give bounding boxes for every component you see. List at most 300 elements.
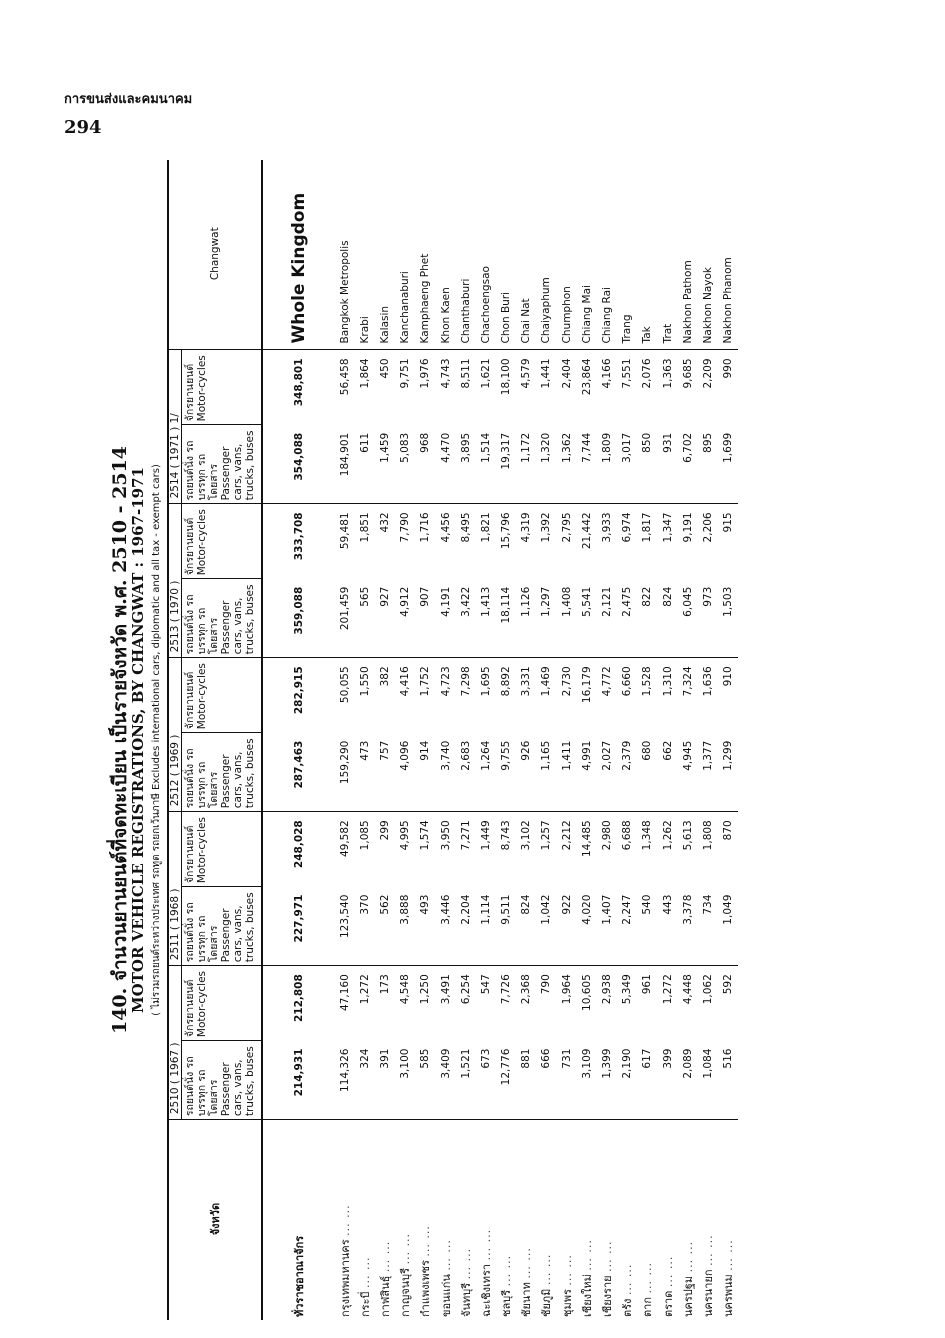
value-cell: 2,190 <box>617 1041 637 1120</box>
changwat-header-english: Changwat <box>168 160 262 350</box>
value-cell: 824 <box>516 887 536 966</box>
motorcycle-label-thai: จักรยานยนต์ <box>184 671 196 730</box>
value-cell: 8,511 <box>456 350 476 425</box>
value-cell: 3,409 <box>435 1041 455 1120</box>
value-cell: 2,121 <box>597 579 617 658</box>
table-title-english: MOTOR VEHICLE REGISTRATIONS, BY CHANGWAT : 1967-1971 <box>129 467 147 1013</box>
value-cell: 324 <box>355 1041 375 1120</box>
value-cell: 2,204 <box>456 887 476 966</box>
province-name-english: Chumphon <box>560 286 573 344</box>
value-cell: 1,964 <box>560 974 573 1005</box>
value-cell: 1,362 <box>557 425 577 504</box>
province-name-english: Krabi <box>358 316 371 344</box>
province-name-thai: เชียงใหม่ ... ... <box>580 1239 594 1317</box>
passenger-header <box>182 1041 262 1120</box>
province-name-english: Khon Kaen <box>439 287 452 344</box>
motorcycle-header <box>182 350 262 425</box>
value-cell: 961 <box>641 974 654 995</box>
value-cell: 7,324 <box>681 666 694 697</box>
value-cell: 6,045 <box>678 579 698 658</box>
value-cell: 1,049 <box>718 887 738 966</box>
province-name-thai: กรุงเทพมหานคร ... ... <box>338 1204 352 1317</box>
value-cell: 1,377 <box>698 733 718 812</box>
value-cell: 4,470 <box>435 425 455 504</box>
value-cell: 14,485 <box>580 820 593 858</box>
province-name-thai: ชุมพร ... ... <box>560 1254 574 1317</box>
passenger-header <box>182 425 262 504</box>
value-cell: 2,247 <box>617 887 637 966</box>
value-cell: 3,740 <box>435 733 455 812</box>
value-cell: 4,723 <box>439 666 452 697</box>
province-name-english: Trang <box>621 314 634 344</box>
value-cell: 49,582 <box>338 820 351 858</box>
value-cell: 5,083 <box>395 425 415 504</box>
value-cell: 9,191 <box>681 512 694 543</box>
value-cell: 1,441 <box>536 350 556 425</box>
value-cell: 4,416 <box>399 666 412 697</box>
value-cell: 1,297 <box>536 579 556 658</box>
value-cell: 6,254 <box>459 974 472 1005</box>
value-cell: 3,102 <box>520 820 533 851</box>
motorcycle-label-english: Motor-cycles <box>196 663 209 730</box>
value-cell: 927 <box>375 579 395 658</box>
value-cell: 6,702 <box>678 425 698 504</box>
value-cell: 1,062 <box>701 974 714 1005</box>
value-cell: 1,851 <box>358 512 371 543</box>
table-row <box>597 160 617 1320</box>
passenger-label-thai: รถยนต์นั่ง รถบรรทุก รถโดยสาร <box>184 902 221 963</box>
table-row <box>415 160 435 1320</box>
province-name-english: Kamphaeng Phet <box>419 253 432 344</box>
province-name-thai: กาญจนบุรี ... ... <box>399 1232 413 1317</box>
value-cell: 585 <box>415 1041 435 1120</box>
value-cell: 1,636 <box>701 666 714 697</box>
province-name-english: Kanchanaburi <box>399 271 412 344</box>
value-cell: 922 <box>557 887 577 966</box>
value-cell: 1,809 <box>597 425 617 504</box>
value-cell: 432 <box>378 512 391 533</box>
value-cell: 8,892 <box>500 666 513 697</box>
table-row <box>637 160 657 1320</box>
value-cell: 4,096 <box>395 733 415 812</box>
value-cell: 1,521 <box>456 1041 476 1120</box>
province-name-thai: ชัยภูมิ ... ... <box>540 1253 554 1317</box>
value-cell: 592 <box>722 974 735 995</box>
province-name-thai: กระบี่ ... ... <box>358 1256 372 1317</box>
value-cell: 1,528 <box>641 666 654 697</box>
value-cell: 1,408 <box>557 579 577 658</box>
value-cell: 18,114 <box>496 579 516 658</box>
province-name-english: Tak <box>641 326 654 344</box>
value-cell: 3,888 <box>395 887 415 966</box>
value-cell: 123,540 <box>335 887 355 966</box>
province-name-english: Bangkok Metropolis <box>338 240 351 344</box>
value-cell: 7,551 <box>617 350 637 425</box>
value-cell: 382 <box>378 666 391 687</box>
total-cell: 282,915 <box>292 666 305 715</box>
total-label-english: Whole Kingdom <box>288 192 309 344</box>
value-cell: 562 <box>375 887 395 966</box>
value-cell: 915 <box>722 512 735 533</box>
value-cell: 790 <box>540 974 553 995</box>
rotated-page <box>105 160 880 1320</box>
table-row <box>335 160 355 1320</box>
value-cell: 4,548 <box>399 974 412 1005</box>
registrations-table <box>167 160 738 1320</box>
value-cell: 3,422 <box>456 579 476 658</box>
passenger-label-english: Passenger cars, vans, trucks, buses <box>220 430 257 501</box>
value-cell: 2,379 <box>617 733 637 812</box>
value-cell: 114,326 <box>335 1041 355 1120</box>
value-cell: 7,790 <box>399 512 412 543</box>
province-rows <box>335 160 739 1320</box>
province-name-english: Kalasin <box>378 305 391 344</box>
value-cell: 3,950 <box>439 820 452 851</box>
year-header: 2514 ( 1971 ) 1/ <box>168 350 182 504</box>
year-header-row <box>168 160 182 1320</box>
province-name-thai: ชลบุรี ... ... <box>500 1254 514 1317</box>
motorcycle-label-english: Motor-cycles <box>196 970 209 1038</box>
value-cell: 662 <box>658 733 678 812</box>
value-cell: 18,100 <box>496 350 516 425</box>
value-cell: 1,257 <box>540 820 553 851</box>
value-cell: 8,743 <box>500 820 513 851</box>
value-cell: 50,055 <box>338 666 351 704</box>
table-row <box>456 160 476 1320</box>
value-cell: 5,541 <box>577 579 597 658</box>
province-name-english: Nakhon Phanom <box>722 257 735 344</box>
total-row <box>262 160 335 1320</box>
value-cell: 1,310 <box>661 666 674 697</box>
total-cell: 348,801 <box>262 350 335 425</box>
value-cell: 734 <box>698 887 718 966</box>
value-cell: 1,550 <box>358 666 371 697</box>
motorcycle-label-english: Motor-cycles <box>196 509 209 576</box>
total-cell: 333,708 <box>292 512 305 561</box>
province-name-thai: กำแพงเพชร ... ... <box>419 1225 433 1317</box>
total-cell: 287,463 <box>262 733 335 812</box>
total-label-thai: ทั่วราชอาณาจักร <box>292 1235 306 1317</box>
value-cell: 1,262 <box>661 820 674 851</box>
table-title-thai: 140. จำนวนยานยนต์ที่จดทะเบียน เป็นรายจังหวัด พ.ศ. 2510 - 2514 <box>109 445 131 1035</box>
value-cell: 1,250 <box>419 974 432 1005</box>
value-cell: 4,448 <box>681 974 694 1005</box>
value-cell: 1,752 <box>419 666 432 697</box>
value-cell: 2,980 <box>601 820 614 851</box>
value-cell: 822 <box>637 579 657 658</box>
value-cell: 673 <box>476 1041 496 1120</box>
value-cell: 1,808 <box>701 820 714 851</box>
value-cell: 824 <box>658 579 678 658</box>
value-cell: 1,449 <box>479 820 492 851</box>
value-cell: 4,020 <box>577 887 597 966</box>
value-cell: 7,744 <box>577 425 597 504</box>
value-cell: 1,459 <box>375 425 395 504</box>
value-cell: 3,895 <box>456 425 476 504</box>
motorcycle-label-english: Motor-cycles <box>196 355 209 422</box>
value-cell: 2,475 <box>617 579 637 658</box>
value-cell: 881 <box>516 1041 536 1120</box>
value-cell: 914 <box>415 733 435 812</box>
value-cell: 6,660 <box>621 666 634 697</box>
province-name-english: Chai Nat <box>520 298 533 344</box>
value-cell: 4,319 <box>520 512 533 543</box>
value-cell: 12,776 <box>496 1041 516 1120</box>
value-cell: 370 <box>355 887 375 966</box>
value-cell: 10,605 <box>580 974 593 1011</box>
value-cell: 1,411 <box>557 733 577 812</box>
value-cell: 565 <box>355 579 375 658</box>
value-cell: 931 <box>658 425 678 504</box>
province-name-english: Chaiyaphum <box>540 277 553 344</box>
value-cell: 3,331 <box>520 666 533 697</box>
value-cell: 15,796 <box>500 512 513 550</box>
value-cell: 1,817 <box>641 512 654 543</box>
table-row <box>678 160 698 1320</box>
value-cell: 6,688 <box>621 820 634 851</box>
value-cell: 1,399 <box>597 1041 617 1120</box>
province-name-english: Chon Buri <box>500 291 513 344</box>
value-cell: 8,495 <box>459 512 472 543</box>
motorcycle-label-thai: จักรยานยนต์ <box>184 825 196 884</box>
value-cell: 173 <box>378 974 391 995</box>
value-cell: 1,272 <box>661 974 674 1005</box>
value-cell: 2,938 <box>601 974 614 1005</box>
motorcycle-header <box>182 966 262 1041</box>
value-cell: 1,621 <box>476 350 496 425</box>
passenger-label-thai: รถยนต์นั่ง รถบรรทุก รถโดยสาร <box>184 594 221 655</box>
value-cell: 1,514 <box>476 425 496 504</box>
value-cell: 973 <box>698 579 718 658</box>
value-cell: 2,212 <box>560 820 573 851</box>
passenger-header <box>182 733 262 812</box>
value-cell: 4,912 <box>395 579 415 658</box>
passenger-label-english: Passenger cars, vans, trucks, buses <box>220 1046 257 1117</box>
table-row <box>617 160 637 1320</box>
value-cell: 1,716 <box>419 512 432 543</box>
province-name-english: Chanthaburi <box>459 278 472 344</box>
province-name-thai: เชียงราย ... ... <box>601 1240 615 1317</box>
value-cell: 870 <box>722 820 735 841</box>
province-name-thai: นครนายก ... ... <box>701 1234 715 1317</box>
motorcycle-header <box>182 658 262 733</box>
value-cell: 59,481 <box>338 512 351 550</box>
passenger-label-english: Passenger cars, vans, trucks, buses <box>220 584 257 655</box>
passenger-label-thai: รถยนต์นั่ง รถบรรทุก รถโดยสาร <box>184 748 221 809</box>
value-cell: 9,685 <box>678 350 698 425</box>
province-name-thai: ขอนแก่น ... ... <box>439 1239 453 1317</box>
province-name-thai: ตราด ... ... <box>661 1255 675 1317</box>
table-row <box>355 160 375 1320</box>
section-header: การขนส่งและคมนาคม <box>64 92 193 107</box>
value-cell: 9,511 <box>496 887 516 966</box>
table-row <box>435 160 455 1320</box>
province-name-english: Nakhon Nayok <box>701 267 714 344</box>
value-cell: 184,901 <box>335 425 355 504</box>
value-cell: 399 <box>658 1041 678 1120</box>
value-cell: 3,100 <box>395 1041 415 1120</box>
year-header: 2510 ( 1967 ) <box>168 966 182 1120</box>
passenger-header <box>182 887 262 966</box>
value-cell: 21,442 <box>580 512 593 550</box>
value-cell: 473 <box>355 733 375 812</box>
table-row <box>516 160 536 1320</box>
value-cell: 299 <box>378 820 391 841</box>
value-cell: 3,378 <box>678 887 698 966</box>
value-cell: 2,795 <box>560 512 573 543</box>
value-cell: 1,299 <box>718 733 738 812</box>
value-cell: 968 <box>415 425 435 504</box>
province-name-english: Trat <box>661 323 674 344</box>
value-cell: 895 <box>698 425 718 504</box>
value-cell: 1,469 <box>540 666 553 697</box>
passenger-label-thai: รถยนต์นั่ง รถบรรทุก รถโดยสาร <box>184 440 221 501</box>
value-cell: 757 <box>375 733 395 812</box>
passenger-label-english: Passenger cars, vans, trucks, buses <box>220 892 257 963</box>
table-row <box>395 160 415 1320</box>
value-cell: 731 <box>557 1041 577 1120</box>
value-cell: 4,191 <box>435 579 455 658</box>
value-cell: 7,726 <box>500 974 513 1005</box>
value-cell: 493 <box>415 887 435 966</box>
value-cell: 4,743 <box>435 350 455 425</box>
passenger-label-thai: รถยนต์นั่ง รถบรรทุก รถโดยสาร <box>184 1056 221 1117</box>
value-cell: 2,404 <box>557 350 577 425</box>
value-cell: 611 <box>355 425 375 504</box>
total-cell: 212,808 <box>292 974 305 1023</box>
table-row <box>658 160 678 1320</box>
table-row <box>557 160 577 1320</box>
page-number: 294 <box>64 117 102 138</box>
value-cell: 9,755 <box>496 733 516 812</box>
province-name-english: Nakhon Pathom <box>681 260 694 344</box>
value-cell: 4,772 <box>601 666 614 697</box>
value-cell: 9,751 <box>395 350 415 425</box>
value-cell: 4,991 <box>577 733 597 812</box>
table-row <box>375 160 395 1320</box>
year-header: 2511 ( 1968 ) <box>168 812 182 966</box>
value-cell: 1,085 <box>358 820 371 851</box>
value-cell: 4,166 <box>597 350 617 425</box>
table-row <box>698 160 718 1320</box>
province-name-thai: กาฬสินธุ์ ... ... <box>378 1240 392 1317</box>
value-cell: 990 <box>718 350 738 425</box>
value-cell: 1,172 <box>516 425 536 504</box>
province-name-thai: ตรัง ... ... <box>621 1263 635 1317</box>
table-row <box>476 160 496 1320</box>
value-cell: 1,084 <box>698 1041 718 1120</box>
value-cell: 2,683 <box>456 733 476 812</box>
value-cell: 1,165 <box>536 733 556 812</box>
value-cell: 2,368 <box>520 974 533 1005</box>
value-cell: 4,456 <box>439 512 452 543</box>
value-cell: 1,348 <box>641 820 654 851</box>
motorcycle-label-thai: จักรยานยนต์ <box>184 517 196 576</box>
value-cell: 910 <box>722 666 735 687</box>
value-cell: 201,459 <box>335 579 355 658</box>
value-cell: 1,976 <box>415 350 435 425</box>
value-cell: 2,027 <box>597 733 617 812</box>
value-cell: 850 <box>637 425 657 504</box>
year-header: 2512 ( 1969 ) <box>168 658 182 812</box>
motorcycle-label-thai: จักรยานยนต์ <box>184 363 196 422</box>
passenger-label-english: Passenger cars, vans, trucks, buses <box>220 738 257 809</box>
passenger-header <box>182 579 262 658</box>
value-cell: 1,320 <box>536 425 556 504</box>
value-cell: 2,076 <box>637 350 657 425</box>
total-cell: 227,971 <box>262 887 335 966</box>
value-cell: 6,974 <box>621 512 634 543</box>
value-cell: 1,347 <box>661 512 674 543</box>
total-cell: 354,088 <box>262 425 335 504</box>
value-cell: 443 <box>658 887 678 966</box>
province-name-thai: ชัยนาท ... ... <box>520 1247 534 1317</box>
table-row <box>577 160 597 1320</box>
table-panel <box>105 160 880 1320</box>
province-name-english: Chachoengsao <box>479 266 492 344</box>
total-cell: 214,931 <box>262 1041 335 1120</box>
value-cell: 16,179 <box>580 666 593 704</box>
table-subtitle: ( ไม่รวมรถยนต์ระหว่างประเทศ รถทูต รถยกเว้นภาษี Excludes international cars, diplomatic and all tax - exempt cars) <box>151 464 162 1016</box>
total-cell: 248,028 <box>292 820 305 869</box>
value-cell: 2,209 <box>698 350 718 425</box>
value-cell: 1,413 <box>476 579 496 658</box>
value-cell: 540 <box>637 887 657 966</box>
value-cell: 47,160 <box>338 974 351 1011</box>
motorcycle-header <box>182 504 262 579</box>
value-cell: 1,695 <box>479 666 492 697</box>
province-name-thai: นครปฐม ... ... <box>681 1240 695 1317</box>
value-cell: 4,945 <box>678 733 698 812</box>
value-cell: 1,126 <box>516 579 536 658</box>
province-name-thai: นครพนม ... ... <box>722 1239 736 1317</box>
value-cell: 1,272 <box>358 974 371 1005</box>
value-cell: 1,574 <box>419 820 432 851</box>
table-row <box>536 160 556 1320</box>
motorcycle-label-english: Motor-cycles <box>196 817 209 884</box>
value-cell: 7,298 <box>459 666 472 697</box>
value-cell: 1,114 <box>476 887 496 966</box>
value-cell: 4,579 <box>516 350 536 425</box>
value-cell: 3,933 <box>601 512 614 543</box>
value-cell: 1,821 <box>479 512 492 543</box>
value-cell: 1,363 <box>658 350 678 425</box>
value-cell: 5,349 <box>621 974 634 1005</box>
province-name-thai: ฉะเชิงเทรา ... ... <box>479 1228 493 1317</box>
total-cell: 359,088 <box>262 579 335 658</box>
value-cell: 907 <box>415 579 435 658</box>
value-cell: 547 <box>479 974 492 995</box>
value-cell: 159,290 <box>335 733 355 812</box>
value-cell: 7,271 <box>459 820 472 851</box>
value-cell: 23,864 <box>577 350 597 425</box>
province-name-thai: ตาก ... ... <box>641 1262 655 1317</box>
value-cell: 391 <box>375 1041 395 1120</box>
value-cell: 3,017 <box>617 425 637 504</box>
province-name-english: Chiang Rai <box>601 287 614 344</box>
motorcycle-label-thai: จักรยานยนต์ <box>184 979 196 1038</box>
value-cell: 4,995 <box>399 820 412 851</box>
value-cell: 1,042 <box>536 887 556 966</box>
motorcycle-header <box>182 812 262 887</box>
value-cell: 1,503 <box>718 579 738 658</box>
value-cell: 56,458 <box>335 350 355 425</box>
value-cell: 1,264 <box>476 733 496 812</box>
value-cell: 3,491 <box>439 974 452 1005</box>
value-cell: 680 <box>637 733 657 812</box>
value-cell: 1,699 <box>718 425 738 504</box>
value-cell: 3,446 <box>435 887 455 966</box>
